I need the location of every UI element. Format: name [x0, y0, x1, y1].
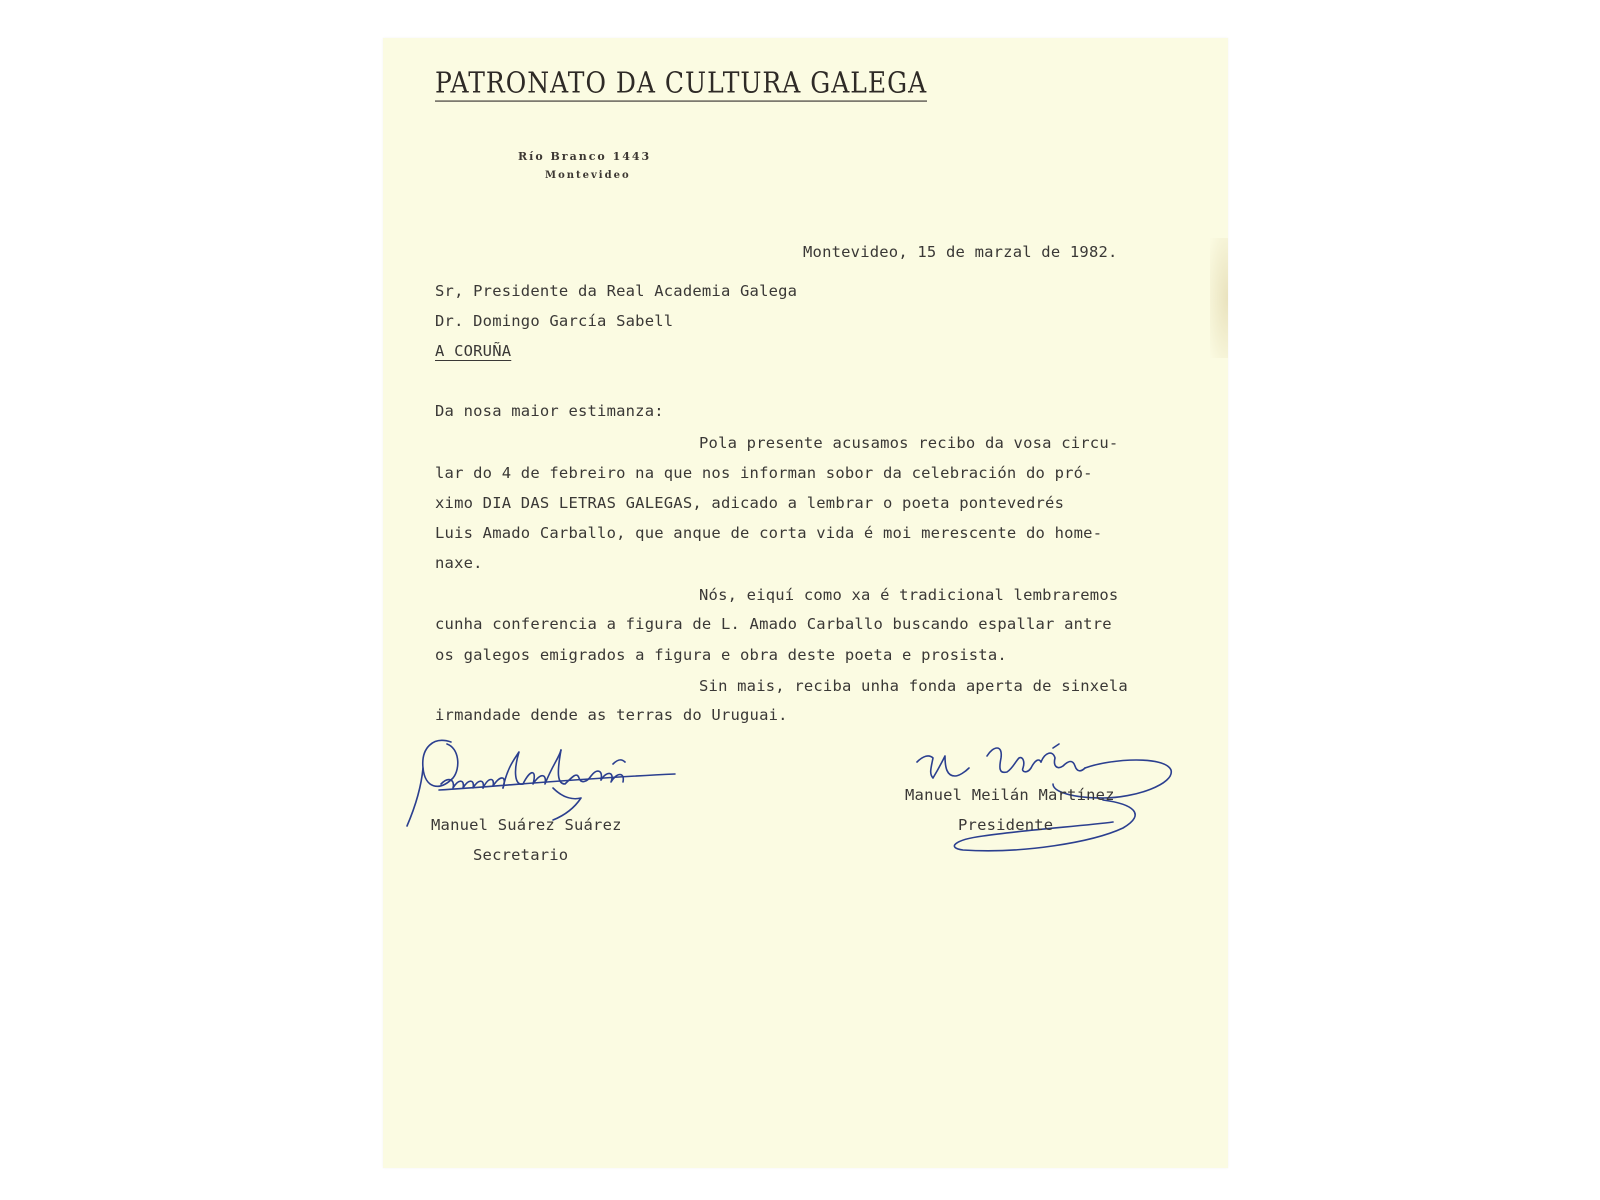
body-line: Sin mais, reciba unha fonda aperta de sinxela	[699, 677, 1128, 695]
body-line: os galegos emigrados a figura e obra deste poeta e prosista.	[435, 646, 1007, 664]
body-line: ximo DIA DAS LETRAS GALEGAS, adicado a lembrar o poeta pontevedrés	[435, 494, 1065, 512]
letterhead	[435, 66, 928, 181]
letterhead-city: Montevideo	[545, 170, 631, 181]
letter-page	[383, 38, 1228, 1168]
president-name: Manuel Meilán Martínez	[905, 786, 1115, 804]
letterhead-address: Río Branco 1443	[518, 150, 652, 163]
secretary-name: Manuel Suárez Suárez	[431, 816, 622, 834]
secretary-title: Secretario	[473, 846, 569, 864]
body-line: cunha conferencia a figura de L. Amado Carballo buscando espallar antre	[435, 615, 1112, 633]
paper-stain	[1210, 238, 1228, 358]
organization-name: PATRONATO DA CULTURA GALEGA	[435, 66, 927, 102]
president-title: Presidente	[958, 816, 1054, 834]
body-line: naxe.	[435, 554, 483, 572]
recipient-line-2: Dr. Domingo García Sabell	[435, 312, 674, 330]
body-line: Nós, eiquí como xa é tradicional lembraremos	[699, 586, 1119, 604]
body-line: Luis Amado Carballo, que anque de corta vida é moi merescente do home-	[435, 524, 1103, 542]
salutation: Da nosa maior estimanza:	[435, 402, 664, 420]
recipient-line-1: Sr, Presidente da Real Academia Galega	[435, 282, 798, 300]
body-line: lar do 4 de febreiro na que nos informan sobor da celebración do pró-	[435, 464, 1093, 482]
body-line: Pola presente acusamos recibo da vosa circu-	[699, 434, 1119, 452]
recipient-city: A CORUÑA	[435, 342, 512, 360]
body-line: irmandade dende as terras do Uruguai.	[435, 706, 788, 724]
date-line: Montevideo, 15 de marzal de 1982.	[803, 243, 1118, 261]
